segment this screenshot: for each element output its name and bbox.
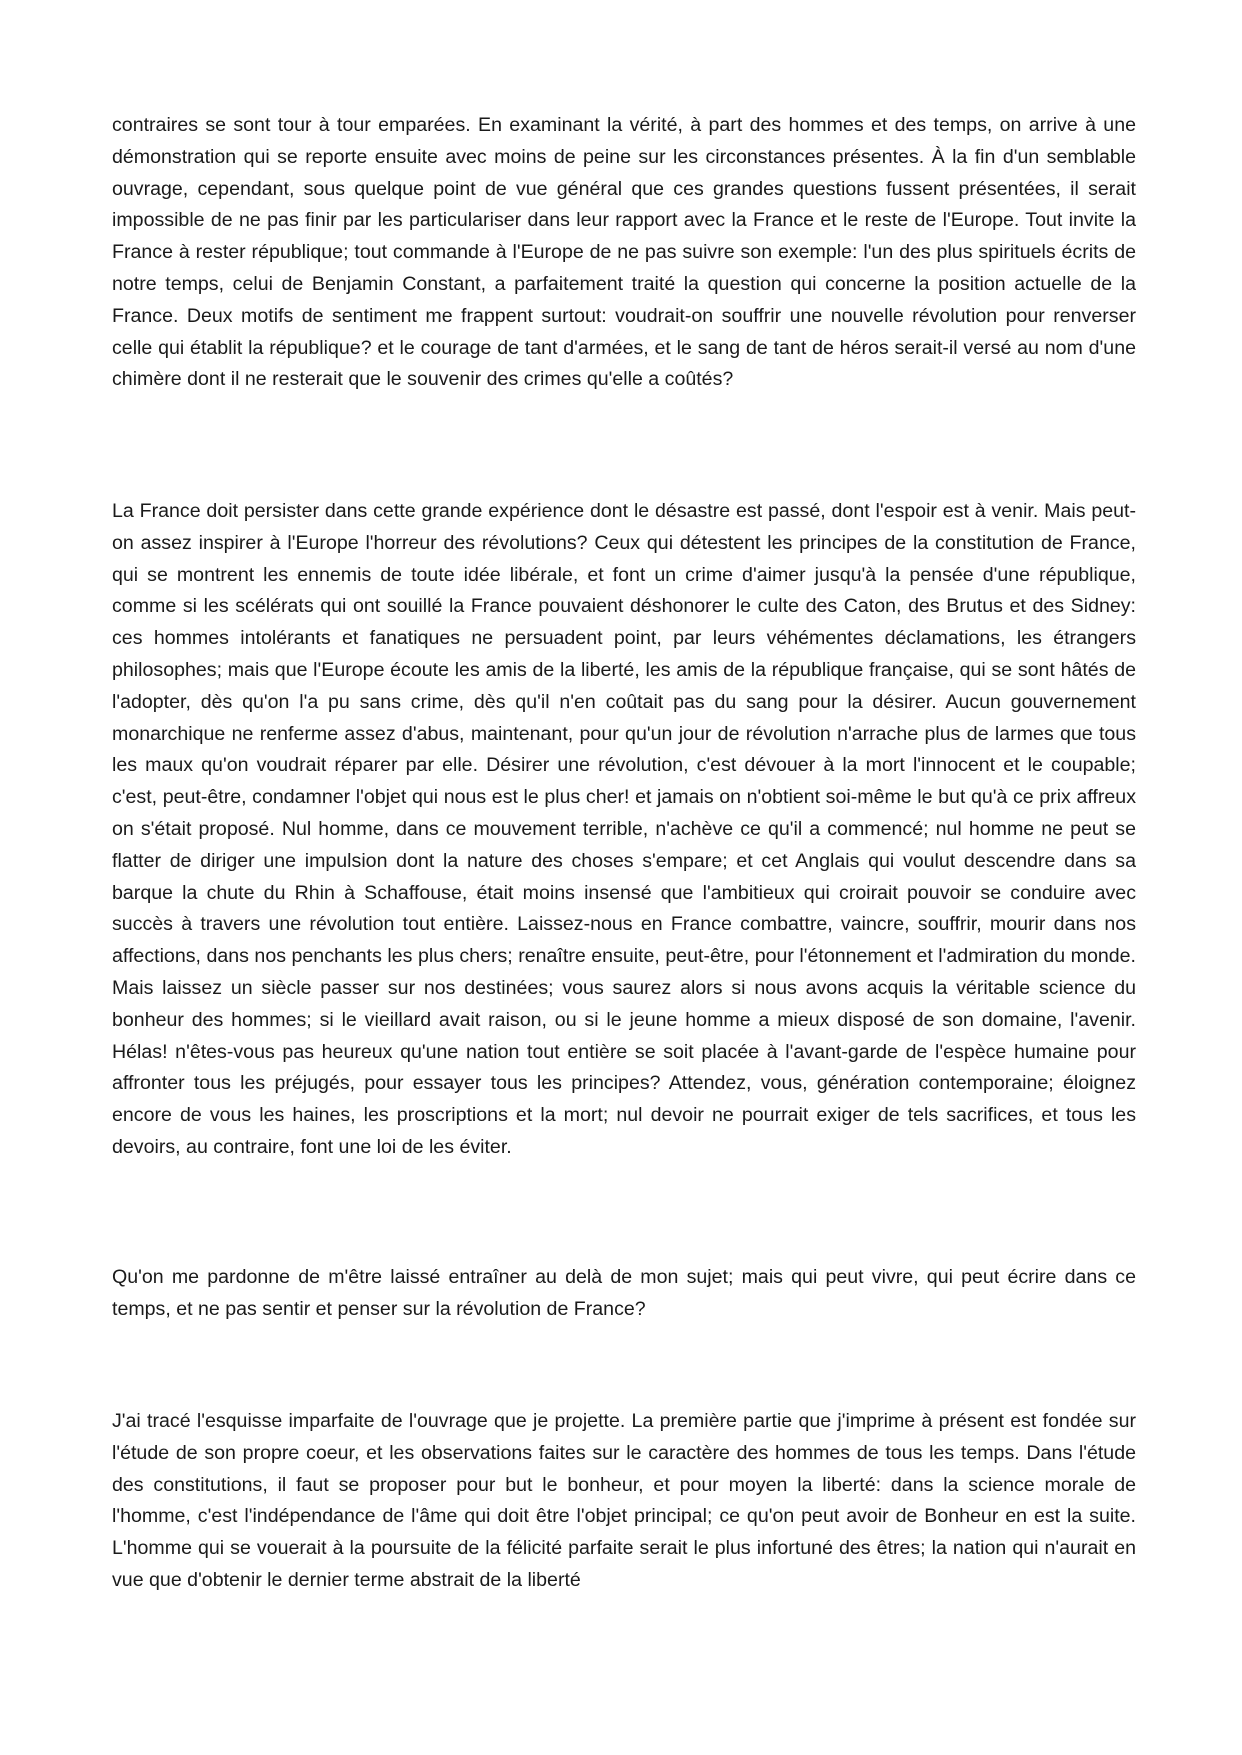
paragraph-1: contraires se sont tour à tour emparées. En examinant la vérité, à part des hommes et des temps, on arrive à une démonstration qui se reporte ensuite avec moins de peine sur les circonstances présentes. À la fin d'un semblable ouvrage, cependant, sous quelque point de vue général que ces grandes questions fussent présentées, il serait impossible de ne pas finir par les particulariser dans leur rapport avec la France et le reste de l'Europe. Tout invite la France à rester république; tout commande à l'Europe de ne pas suivre son exemple: l'un des plus spirituels écrits de notre temps, celui de Benjamin Constant, a parfaitement traité la question qui concerne la position actuelle de la France. Deux motifs de sentiment me frappent surtout: voudrait-on souffrir une nouvelle révolution pour renverser celle qui établit la république? et le courage de tant d'armées, et le sang de tant de héros serait-il versé au nom d'une chimère dont il ne resterait que le souvenir des crimes qu'elle a coûtés?	[112, 114, 1136, 391]
paragraph-2: La France doit persister dans cette grande expérience dont le désastre est passé, dont l'espoir est à venir. Mais peut-on assez inspirer à l'Europe l'horreur des révolutions? Ceux qui détestent les principes de la constitution de France, qui se montrent les ennemis de toute idée libérale, et font un crime d'aimer jusqu'à la pensée d'une république, comme si les scélérats qui ont souillé la France pouvaient déshonorer le culte des Caton, des Brutus et des Sidney: ces hommes intolérants et fanatiques ne persuadent point, par leurs véhémentes déclamations, les étrangers philosophes; mais que l'Europe écoute les amis de la liberté, les amis de la république française, qui se sont hâtés de l'adopter, dès qu'on l'a pu sans crime, dès qu'il n'en coûtait pas du sang pour la désirer. Aucun gouvernement monarchique ne renferme assez d'abus, maintenant, pour qu'un jour de révolution n'arrache plus de larmes que tous les maux qu'on voudrait réparer par elle. Désirer une révolution, c'est dévouer à la mort l'innocent et le coupable; c'est, peut-être, condamner l'objet qui nous est le plus cher! et jamais on n'obtient soi-même le but qu'à ce prix affreux on s'était proposé. Nul homme, dans ce mouvement terrible, n'achève ce qu'il a commencé; nul homme ne peut se flatter de diriger une impulsion dont la nature des choses s'empare; et cet Anglais qui voulut descendre dans sa barque la chute du Rhin à Schaffouse, était moins insensé que l'ambitieux qui croirait pouvoir se conduire avec succès à travers une révolution tout entière. Laissez-nous en France combattre, vaincre, souffrir, mourir dans nos affections, dans nos penchants les plus chers; renaître ensuite, peut-être, pour l'étonnement et l'admiration du monde. Mais laissez un siècle passer sur nos destinées; vous saurez alors si nous avons acquis la véritable science du bonheur des hommes; si le vieillard avait raison, ou si le jeune homme a mieux disposé de son domaine, l'avenir. Hélas! n'êtes-vous pas heureux qu'une nation tout entière se soit placée à l'avant-garde de l'espèce humaine pour affronter tous les préjugés, pour essayer tous les principes? Attendez, vous, génération contemporaine; éloignez encore de vous les haines, les proscriptions et la mort; nul devoir ne pourrait exiger de tels sacrifices, et tous les devoirs, au contraire, font une loi de les éviter.	[112, 500, 1136, 1158]
paragraph-3: Qu'on me pardonne de m'être laissé entraîner au delà de mon sujet; mais qui peut vivre, qui peut écrire dans ce temps, et ne pas sentir et penser sur la révolution de France?	[112, 1266, 1136, 1320]
paragraph-4: J'ai tracé l'esquisse imparfaite de l'ouvrage que je projette. La première partie que j'imprime à présent est fondée sur l'étude de son propre coeur, et les observations faites sur le caractère des hommes de tous les temps. Dans l'étude des constitutions, il faut se proposer pour but le bonheur, et pour moyen la liberté: dans la science morale de l'homme, c'est l'indépendance de l'âme qui doit être l'objet principal; ce qu'on peut avoir de Bonheur en est la suite. L'homme qui se vouerait à la poursuite de la félicité parfaite serait le plus infortuné des êtres; la nation qui n'aurait en vue que d'obtenir le dernier terme abstrait de la liberté	[112, 1410, 1136, 1591]
